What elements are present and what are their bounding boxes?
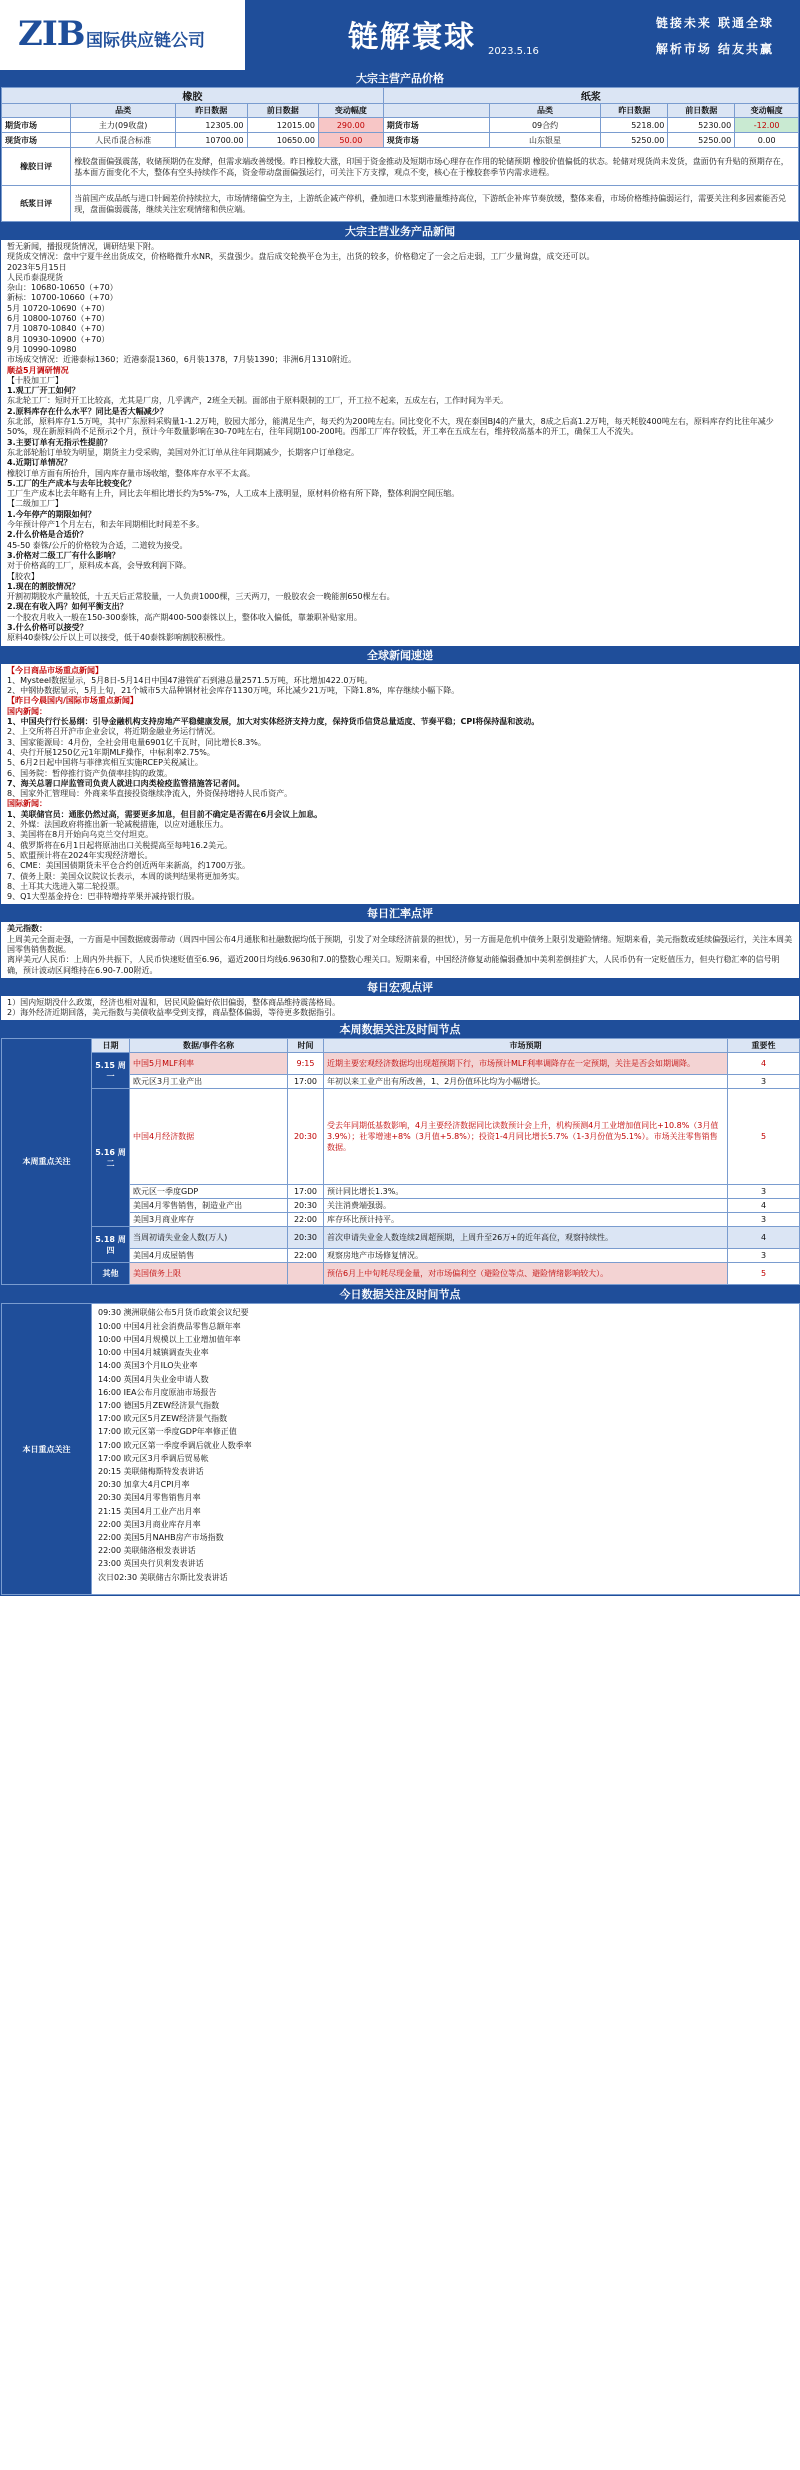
col-prev: 前日数据 — [247, 104, 318, 118]
today-item: 14:00 英国3个月ILO失业率 — [98, 1361, 198, 1371]
col-prev-2: 前日数据 — [668, 104, 735, 118]
today-item: 17:00 欧元区第一季度GDP年率修正值 — [98, 1427, 237, 1437]
col-today-2: 昨日数据 — [601, 104, 668, 118]
survey-line: 【胶农】 — [7, 571, 39, 581]
week-event: 美国4月零售销售，制造业产出 — [130, 1199, 288, 1213]
logo — [0, 0, 245, 70]
week-importance: 3 — [728, 1075, 800, 1089]
today-title: 今日数据关注及时间节点 — [1, 1287, 799, 1303]
survey-line: 东北轮工厂：短时开工比较高，尤其是厂房，几乎满产，2班全天制。面部由于原料限制的工厂，开工拉不起来，五成左右，工作时间为半天。 — [7, 396, 509, 406]
rubber-futures-name: 主力(09收盘) — [71, 118, 176, 133]
macro-section — [0, 979, 800, 1022]
news-line: 人民币泰混现货 — [7, 272, 63, 282]
intl-item: 1、美联储官员：通胀仍然过高，需要更多加息，但目前不确定是否需在6月会议上加息。 — [7, 809, 323, 819]
week-importance: 3 — [728, 1213, 800, 1227]
survey-line: 【二级加工厂】 — [7, 499, 63, 509]
survey-line: 今年预计停产1个月左右，和去年同期相比时间差不多。 — [7, 520, 205, 530]
news-title: 大宗主营业务产品新闻 — [1, 224, 799, 240]
pulp-futures-change: -12.00 — [735, 118, 799, 133]
week-event: 欧元区一季度GDP — [130, 1185, 288, 1199]
row-futures-2: 期货市场 — [383, 118, 489, 133]
survey-question: 1.今年停产的期限如何？ — [7, 509, 96, 519]
week-time: 20:30 — [288, 1089, 324, 1185]
fx-line: 上周美元全面走强，一方面是中国数据疲弱带动（周四中国公布4月通胀和社融数据均低于预期，引发了对全球经济前景的担忧），另一方面是危机中债务上限引发避险情绪。短期来看，美元指数或延续偏强运行，关注本周美国零售销售数据。 — [7, 934, 793, 954]
global-title: 全球新闻速递 — [1, 648, 799, 664]
week-side-label: 本周重点关注 — [2, 1039, 92, 1285]
survey-line: 原料40泰铢/公斤以上可以接受，低于40泰铢影响割胶积极性。 — [7, 633, 231, 643]
pulp-spot-name: 山东银星 — [489, 133, 601, 148]
week-expect: 观察房地产市场修复情况。 — [324, 1249, 728, 1263]
pulp-futures-today: 5218.00 — [601, 118, 668, 133]
week-time: 20:30 — [288, 1199, 324, 1213]
week-expect: 年初以来工业产出有所改善，1、2月份值环比均为小幅增长。 — [324, 1075, 728, 1089]
today-list — [92, 1304, 800, 1595]
today-section — [0, 1286, 800, 1596]
rubber-futures-change: 290.00 — [318, 118, 383, 133]
news-line: 市场成交情况：近港泰标1360；近港泰混1360，6月装1378，7月装1390；非洲6月1310附近。 — [7, 355, 357, 365]
week-time: 9:15 — [288, 1053, 324, 1075]
survey-line: 橡胶订单方面有所抬升，国内库存量市场收缩，整体库存水平不太高。 — [7, 468, 255, 478]
today-item: 20:30 加拿大4月CPI月率 — [98, 1480, 190, 1490]
week-event: 中国5月MLF利率 — [130, 1053, 288, 1075]
news-line: 7月 10870-10840（+70） — [7, 324, 110, 334]
today-item: 22:00 美联储洛根发表讲话 — [98, 1546, 196, 1556]
global-body — [1, 664, 799, 905]
prices-title: 大宗主营产品价格 — [1, 71, 799, 87]
domestic-item: 4、央行开展1250亿元1年期MLF操作，中标利率2.75%。 — [7, 747, 215, 757]
domestic-item: 7、海关总署口岸监管司负责人就进口肉类检疫监管措施答记者问。 — [7, 778, 245, 788]
today-item: 23:00 英国央行贝利发表讲话 — [98, 1559, 204, 1569]
news-line: 暂无新闻，播报现货情况，调研结果下附。 — [7, 242, 159, 251]
report-title: 链解寰球 — [348, 20, 476, 55]
week-time: 17:00 — [288, 1185, 324, 1199]
week-importance: 5 — [728, 1263, 800, 1285]
survey-line: 工厂生产成本比去年略有上升，同比去年相比增长约为5%-7%，人工成本上涨明显，原材料价格有所下降，整体利润空间压缩。 — [7, 489, 460, 499]
fx-line: 美元指数： — [7, 924, 47, 934]
col-name-2: 品类 — [489, 104, 601, 118]
week-time: 22:00 — [288, 1249, 324, 1263]
week-event: 美国4月成屋销售 — [130, 1249, 288, 1263]
news-line: 5月 10720-10690（+70） — [7, 303, 110, 313]
week-time: 20:30 — [288, 1227, 324, 1249]
week-title: 本周数据关注及时间节点 — [1, 1022, 799, 1038]
week-date: 5.16 周二 — [92, 1089, 130, 1227]
report-header — [0, 0, 800, 70]
intl-item: 2、外媒：法国政府将推出新一轮减税措施，以应对通胀压力。 — [7, 820, 229, 830]
col-change-2: 变动幅度 — [735, 104, 799, 118]
global-sub2: 【昨日今晨国内/国际市场重点新闻】 — [7, 696, 138, 706]
week-event: 美国债务上限 — [130, 1263, 288, 1285]
logo-text: 国际供应链公司 — [86, 31, 205, 51]
news-line: 6月 10800-10760（+70） — [7, 314, 110, 324]
week-head: 数据/事件名称 — [130, 1039, 288, 1053]
today-item: 10:00 中国4月社会消费品零售总额年率 — [98, 1321, 241, 1331]
prices-section — [0, 70, 800, 223]
survey-question: 1.观工厂开工如何？ — [7, 386, 80, 396]
intl-item: 6、CME：美国国债期货未平仓合约创近两年来新高，约1700万张。 — [7, 861, 250, 871]
week-time: 17:00 — [288, 1075, 324, 1089]
today-item: 20:15 美联储梅斯特发表讲话 — [98, 1466, 204, 1476]
week-date: 其他 — [92, 1263, 130, 1285]
intl-item: 9、Q1大型基金持仓：巴菲特增持苹果并减持银行股。 — [7, 892, 200, 902]
fx-section — [0, 905, 800, 978]
week-head: 市场预期 — [324, 1039, 728, 1053]
survey-question: 1.现在的割胶情况？ — [7, 581, 80, 591]
survey-title: 顺益5月调研情况 — [7, 365, 69, 375]
week-importance: 4 — [728, 1227, 800, 1249]
week-expect: 近期主要宏观经济数据均出现超预期下行，市场预计MLF利率调降存在一定预期，关注是否会如期调降。 — [324, 1053, 728, 1075]
news-line: 8月 10930-10900（+70） — [7, 334, 110, 344]
today-item: 21:15 美国4月工业产出月率 — [98, 1506, 201, 1516]
domestic-item: 3、国家能源局：4月份，全社会用电量6901亿千瓦时，同比增长8.3%。 — [7, 737, 266, 747]
domestic-item: 6、国务院：暂停推行资产负债率挂钩的政策。 — [7, 768, 173, 778]
today-item: 17:00 欧元区5月ZEW经济景气指数 — [98, 1414, 228, 1424]
today-item: 17:00 德国5月ZEW经济景气指数 — [98, 1400, 220, 1410]
today-item: 次日02:30 美联储古尔斯比发表讲话 — [98, 1572, 228, 1582]
global-item: 1、Mysteel数据显示，5月8日-5月14日中国47港铁矿石到港总量2571.5万吨，环比增加422.0万吨。 — [7, 675, 373, 685]
week-date: 5.18 周四 — [92, 1227, 130, 1263]
rubber-futures-prev: 12015.00 — [247, 118, 318, 133]
today-item: 20:30 美国4月零售销售月率 — [98, 1493, 201, 1503]
today-side-label: 本日重点关注 — [2, 1304, 92, 1595]
row-spot-2: 现货市场 — [383, 133, 489, 148]
survey-line: 对于价格高的工厂，原料成本高，会导致利润下降。 — [7, 561, 191, 571]
pulp-daily-label: 纸浆日评 — [2, 186, 71, 222]
slogan-line1: 链接未来 联通全球 — [655, 16, 774, 30]
week-event: 欧元区3月工业产出 — [130, 1075, 288, 1089]
news-line: 9月 10990-10980 — [7, 344, 77, 354]
week-event: 美国3月商业库存 — [130, 1213, 288, 1227]
week-importance: 4 — [728, 1199, 800, 1213]
survey-line: 东北部轮胎订单较为明显，期货主力受采购，美国对外汇订单从往年同期减少，长期客户订单稳定。 — [7, 447, 359, 457]
report-date: 2023.5.16 — [488, 46, 539, 57]
today-item: 16:00 IEA公布月度原油市场报告 — [98, 1387, 217, 1397]
rubber-spot-change: 50.00 — [318, 133, 383, 148]
intl-item: 4、俄罗斯将在6月1日起将原油出口关税提高至每吨16.2美元。 — [7, 840, 233, 850]
rubber-spot-today: 10700.00 — [176, 133, 247, 148]
fx-line: 离岸美元/人民币：上周内外共振下，人民币快速贬值至6.96，逼近200日均线6.9630和7.0的整数心理关口。短期来看，中国经济修复动能偏弱叠加中美利差倒挂扩大，人民币仍有一定贬值压力，但央行稳汇率的信号明确，预计波动区间维持在6.90-7.00附近。 — [7, 955, 780, 975]
today-item: 22:00 美国5月NAHB房产市场指数 — [98, 1532, 224, 1542]
survey-line: 东北部，原料库存1.5万吨，其中广东原料采购量1-1.2万吨，胶园大部分，能满足生产，每天约为200吨左右。同比变化不大，现在泰国BJ4的产量大，8成之后高1.2万吨，每天耗胶400吨左右，原料库存约比往年减少50%，现在新原料尚不足预示2个月，预计今年数量影响在30-70吨左右，往年同期100-200吨。西部工厂库存较低，开工率在五成左右，维持较高基本的开工，确保工人不流失。 — [7, 417, 774, 437]
rubber-daily-text: 橡胶盘面偏强震荡，收储预期仍在发酵，但需求端改善缓慢。昨日橡胶大涨，印国于资金推动及短期市场心理存在作用的轮储预期 橡胶价值偏低的状态。轮储对现货尚未发货，盘面仍有升贴的预期存在，基本面方面变化不大，整体有空头持续作不高，资金带动盘面偏强运行，可关注下方支撑，观点不变，核心在于橡胶套季节内需求进程。 — [71, 148, 799, 186]
intl-title: 国际新闻： — [7, 799, 47, 809]
week-section — [0, 1021, 800, 1286]
week-event: 中国4月经济数据 — [130, 1089, 288, 1185]
week-head: 重要性 — [728, 1039, 800, 1053]
prices-table — [1, 87, 799, 222]
slogan-line2: 解析市场 结友共赢 — [655, 42, 774, 56]
today-item: 09:30 澳洲联储公布5月货币政策会议纪要 — [98, 1308, 249, 1318]
news-section — [0, 223, 800, 647]
today-item: 17:00 欧元区3月季调后贸易帐 — [98, 1453, 209, 1463]
domestic-title: 国内新闻： — [7, 706, 47, 716]
week-expect: 预计同比增长1.3%。 — [324, 1185, 728, 1199]
today-item: 17:00 欧元区第一季度季调后就业人数季率 — [98, 1440, 252, 1450]
domestic-item: 5、6月2日起中国将与菲律宾相互实施RCEP关税减让。 — [7, 758, 203, 768]
survey-line: 【十股加工厂】 — [7, 375, 63, 385]
global-item: 2、中钢协数据显示，5月上旬，21个城市5大品种钢材社会库存1130万吨，环比减少21万吨，下降1.8%，库存继续小幅下降。 — [7, 686, 460, 696]
week-expect: 预估6月上中旬耗尽现金量，对市场偏利空（避险位等点、避险情绪影响较大）。 — [324, 1263, 728, 1285]
news-line: 杂山：10680-10650（+70） — [7, 283, 118, 293]
col-name: 品类 — [71, 104, 176, 118]
today-item: 10:00 中国4月规模以上工业增加值年率 — [98, 1334, 241, 1344]
survey-line: 开割初期胶水产量较低，十五天后正常胶量，一人负责1000棵，三天两刀，一般胶农会一晚能割650棵左右。 — [7, 592, 395, 602]
survey-question: 5.工厂的生产成本与去年比较变化？ — [7, 478, 136, 488]
week-head: 时间 — [288, 1039, 324, 1053]
macro-body — [1, 996, 799, 1021]
week-event: 当周初请失业金人数(万人) — [130, 1227, 288, 1249]
col-change: 变动幅度 — [318, 104, 383, 118]
row-futures: 期货市场 — [2, 118, 71, 133]
survey-line: 一个胶农月收入一般在150-300泰铢，高产期400-500泰铢以上，整体收入偏低，靠兼职补贴家用。 — [7, 612, 362, 622]
week-date: 5.15 周一 — [92, 1053, 130, 1089]
week-expect: 首次申请失业金人数连续2周超预期，上周升至26万+的近年高位，观察持续性。 — [324, 1227, 728, 1249]
rubber-spot-prev: 10650.00 — [247, 133, 318, 148]
survey-question: 2.原料库存在什么水平？同比是否大幅减少？ — [7, 406, 168, 416]
news-line: 新标：10700-10660（+70） — [7, 293, 118, 303]
today-item: 10:00 中国4月城镇调查失业率 — [98, 1348, 209, 1358]
macro-title: 每日宏观点评 — [1, 980, 799, 996]
fx-body — [1, 922, 799, 977]
logo-mark: ZIB — [18, 14, 85, 54]
domestic-item: 2、上交所将召开沪市企业会议，将近期金融业务运行情况。 — [7, 727, 221, 737]
week-importance: 3 — [728, 1249, 800, 1263]
domestic-item: 1、中国央行行长易纲：引导金融机构支持房地产平稳健康发展，加大对实体经济支持力度，保持货币信贷总量适度、节奏平稳；CPI将保持温和波动。 — [7, 717, 540, 727]
intl-item: 5、欧盟预计将在2024年实现经济增长。 — [7, 850, 153, 860]
pulp-spot-today: 5250.00 — [601, 133, 668, 148]
pulp-daily-text: 当前国产成品纸与进口针阔差价持续拉大，市场情绪偏空为主，上游纸企减产停机，叠加进口木浆到港量维持高位，下游纸企补库节奏放缓，整体来看，市场价格维持偏弱运行，需要关注利多因素能否兑现，盘面偏弱震荡，继续关注宏观情绪和供应端。 — [71, 186, 799, 222]
today-item: 22:00 美国3月商业库存月率 — [98, 1519, 201, 1529]
week-importance: 3 — [728, 1185, 800, 1199]
intl-item: 3、美国将在8月开始向乌克兰交付坦克。 — [7, 830, 154, 840]
pulp-futures-prev: 5230.00 — [668, 118, 735, 133]
domestic-item: 8、国家外汇管理局：外商来华直接投资继续净流入，外资保持增持人民币资产。 — [7, 789, 293, 799]
week-importance: 4 — [728, 1053, 800, 1075]
pulp-spot-prev: 5250.00 — [668, 133, 735, 148]
today-item: 14:00 英国4月失业金申请人数 — [98, 1374, 209, 1384]
survey-question: 4.近期订单情况？ — [7, 458, 72, 468]
fx-title: 每日汇率点评 — [1, 906, 799, 922]
week-time: 22:00 — [288, 1213, 324, 1227]
global-sub1: 【今日商品市场重点新闻】 — [7, 665, 103, 675]
news-body — [1, 240, 799, 646]
survey-line: 45-50 泰铢/公斤的价格较为合适，二道较为接受。 — [7, 540, 188, 550]
pulp-futures-name: 09合约 — [489, 118, 601, 133]
macro-line: 1）国内短期没什么政策，经济也相对温和，居民风险偏好依旧偏弱，整体商品维持震荡格局。 — [7, 997, 341, 1007]
today-table — [1, 1303, 800, 1595]
intl-item: 7、债务上限：美国众议院议长表示，本周的谈判结果将更加务实。 — [7, 871, 245, 881]
rubber-futures-today: 12305.00 — [176, 118, 247, 133]
col-today: 昨日数据 — [176, 104, 247, 118]
rubber-daily-label: 橡胶日评 — [2, 148, 71, 186]
week-importance: 5 — [728, 1089, 800, 1185]
macro-line: 2）海外经济近期回落，美元指数与美债收益率受到支撑，商品整体偏弱，等待更多数据指引。 — [7, 1008, 341, 1018]
rubber-spot-name: 人民币混合标准 — [71, 133, 176, 148]
global-section — [0, 647, 800, 906]
week-head: 日期 — [92, 1039, 130, 1053]
week-expect: 库存环比预计持平。 — [324, 1213, 728, 1227]
rubber-category: 橡胶 — [2, 88, 384, 104]
survey-question: 2.什么价格是合适价？ — [7, 530, 88, 540]
survey-question: 3.主要订单有无指示性提前？ — [7, 437, 112, 447]
week-table — [1, 1038, 800, 1285]
pulp-spot-change: 0.00 — [735, 133, 799, 148]
week-time — [288, 1263, 324, 1285]
week-expect: 受去年同期低基数影响，4月主要经济数据同比读数预计会上升，机构预测4月工业增加值同比+10.8%（3月值3.9%）；社零增速+8%（3月值+5.8%）；投资1-4月同比增长5.7%（1-3月份值为5.1%）。市场关注零售销售数据。 — [324, 1089, 728, 1185]
survey-question: 2.现在有收入吗？如何平衡支出？ — [7, 602, 128, 612]
pulp-category: 纸浆 — [383, 88, 798, 104]
intl-item: 8、土耳其大选进入第二轮投票。 — [7, 881, 125, 891]
news-line: 2023年5月15日 — [7, 262, 67, 272]
row-spot: 现货市场 — [2, 133, 71, 148]
week-expect: 关注消费端强弱。 — [324, 1199, 728, 1213]
survey-question: 3.什么价格可以接受？ — [7, 622, 88, 632]
survey-question: 3.价格对二级工厂有什么影响？ — [7, 550, 120, 560]
news-line: 现货成交情况：盘中宁夏牛丝出货成交，价格略微升水NR，买盘强少。盘后成交轮换平仓为主，出货的较多，价格稳定了一会之后走弱，工厂少量询盘，成交还可以。 — [7, 252, 595, 262]
